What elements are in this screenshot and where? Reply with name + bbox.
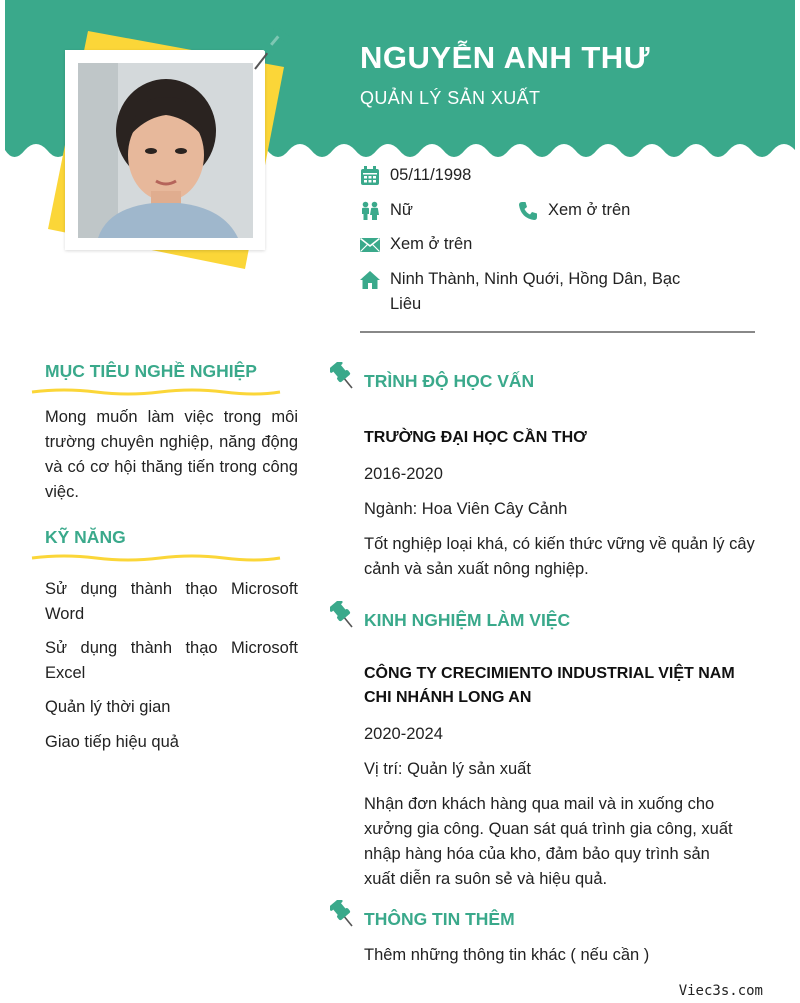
gender-row: [360, 201, 413, 223]
pushpin-icon: [330, 900, 356, 928]
experience-description: Nhận đơn khách hàng qua mail và in xuống cho xưởng gia công. Quan sát quá trình gia công, xuất nhập hàng hóa của kho, đảm bảo quy trình sản xuất diễn ra suôn sẻ và hiệu quả.: [364, 795, 733, 888]
people-icon: [360, 201, 380, 221]
profile-photo: [78, 63, 253, 238]
objective-underline: [30, 386, 282, 398]
education-description: Tốt nghiệp loại khá, có kiến thức vững về quản lý cây cảnh và sản xuất nông nghiệp.: [364, 535, 755, 578]
education-title: TRÌNH ĐỘ HỌC VẤN: [364, 371, 535, 391]
birthdate-value: 05/11/1998: [390, 166, 472, 184]
objective-text: Mong muốn làm việc trong môi trường chuyên nghiệp, năng động và có cơ hội thăng tiến trong công việc.: [45, 408, 298, 501]
gender-value: Nữ: [390, 201, 413, 219]
pushpin-icon: [247, 25, 291, 73]
calendar-icon: [360, 166, 380, 186]
additional-text: Thêm những thông tin khác ( nếu cần ): [364, 946, 650, 964]
contact-divider: [360, 331, 755, 333]
skills-title: KỸ NĂNG: [45, 527, 126, 547]
objective-title: MỤC TIÊU NGHỀ NGHIỆP: [45, 361, 257, 381]
pushpin-icon: [330, 601, 356, 629]
email-value: Xem ở trên: [390, 235, 473, 253]
phone-icon: [518, 201, 538, 221]
education-years: 2016-2020: [364, 465, 443, 483]
education-major: Ngành: Hoa Viên Cây Cảnh: [364, 500, 568, 518]
phone-value: Xem ở trên: [548, 201, 631, 219]
footer-brand: Viec3s.com: [678, 983, 763, 999]
experience-title: KINH NGHIỆM LÀM VIỆC: [364, 610, 571, 630]
pushpin-icon: [330, 362, 356, 390]
experience-position: Vị trí: Quản lý sản xuất: [364, 760, 531, 778]
email-row: [360, 235, 472, 257]
address-row: [360, 270, 680, 317]
candidate-name: NGUYỄN ANH THƯ: [360, 40, 650, 75]
skill-item: Sử dụng thành thạo Microsoft Excel: [45, 639, 298, 682]
envelope-icon: [360, 235, 380, 255]
phone-row: [518, 201, 630, 223]
additional-title: THÔNG TIN THÊM: [364, 909, 515, 929]
home-icon: [360, 270, 380, 290]
skill-item: Giao tiếp hiệu quả: [45, 733, 179, 751]
education-school: TRƯỜNG ĐẠI HỌC CẦN THƠ: [364, 429, 587, 446]
experience-years: 2020-2024: [364, 725, 443, 743]
skills-underline: [30, 552, 282, 564]
address-value: Ninh Thành, Ninh Quới, Hồng Dân, Bạc Liêu: [390, 270, 681, 313]
experience-company: CÔNG TY CRECIMIENTO INDUSTRIAL VIỆT NAM CHI NHÁNH LONG AN: [364, 665, 735, 706]
skill-item: Sử dụng thành thạo Microsoft Word: [45, 580, 298, 623]
candidate-role: QUẢN LÝ SẢN XUẤT: [360, 88, 541, 108]
birthdate-row: [360, 166, 471, 188]
skill-item: Quản lý thời gian: [45, 698, 171, 716]
